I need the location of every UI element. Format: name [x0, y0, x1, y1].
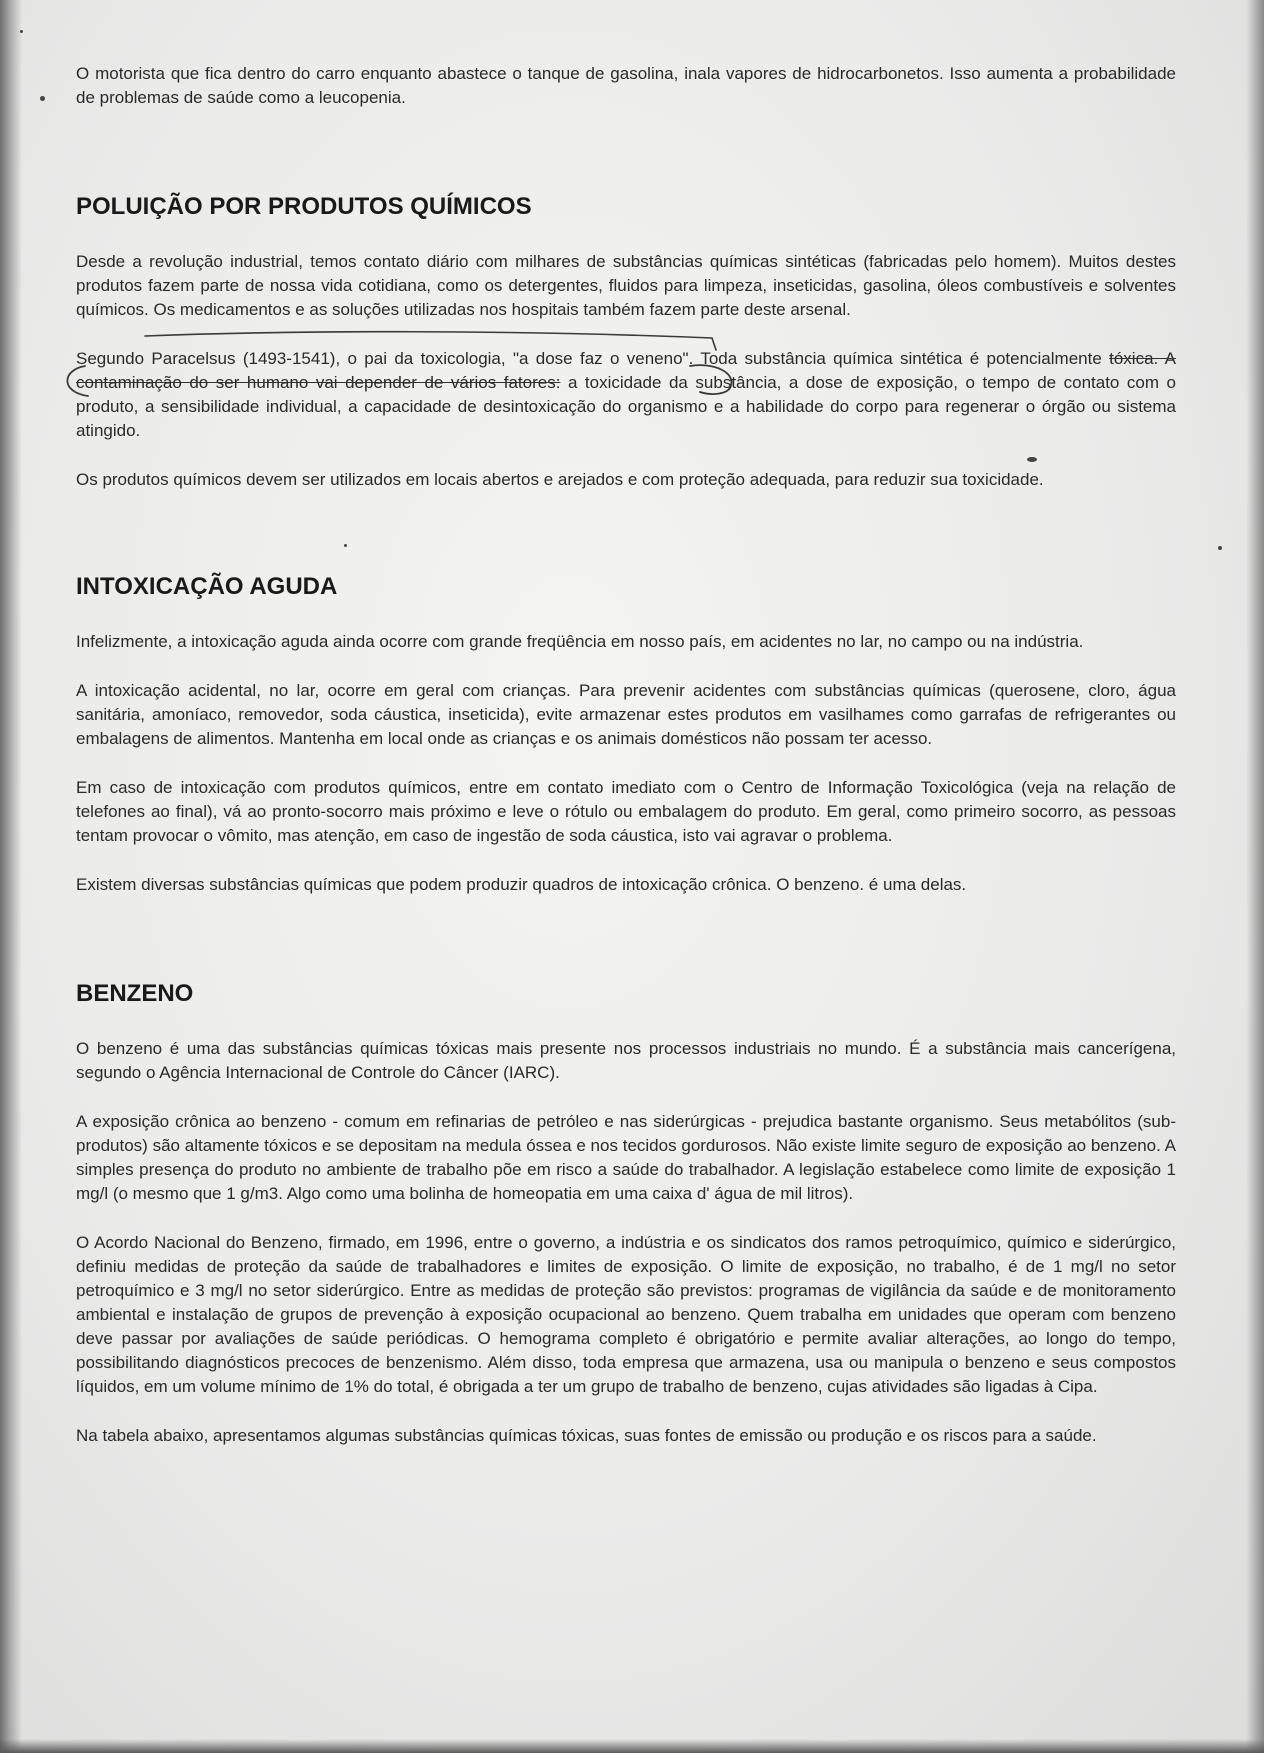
document-body: [76, 62, 1176, 1448]
poluicao-p2-end: a toxicidade da substância, a dose de exposição, o tempo de contato com o produto, a sensibilidade individual, a capacidade de desintoxicação do organismo e a habilidade do corpo para regenerar o órgão ou sistema atingido.: [76, 373, 1176, 440]
intoxicacao-paragraph-4: Existem diversas substâncias químicas que podem produzir quadros de intoxicação crônica. O benzeno. é uma delas.: [76, 875, 967, 894]
section-heading-poluicao: POLUIÇÃO POR PRODUTOS QUÍMICOS: [76, 193, 532, 220]
intoxicacao-paragraph-1: Infelizmente, a intoxicação aguda ainda ocorre com grande freqüência em nosso país, em acidentes no lar, no campo ou na indústria.: [76, 632, 1084, 651]
poluicao-p2-start: Segundo Paracelsus (1493-1541), o pai da toxicologia, "a dose faz o veneno". Toda substância química sintética é potencialmente: [76, 349, 1110, 368]
poluicao-paragraph-2: [76, 347, 1176, 443]
scan-speck: [20, 30, 23, 33]
intoxicacao-paragraph-2: A intoxicação acidental, no lar, ocorre em geral com crianças. Para prevenir acidentes com substâncias químicas (querosene, cloro, água sanitária, amoníaco, removedor, soda cáustica, inseticida), evite armazenar estes produtos em vasilhames como garrafas de refrigerantes ou embalagens de alimentos. Mantenha em local onde as crianças e os animais domésticos não possam ter acesso.: [76, 681, 1176, 748]
scan-speck: [40, 96, 45, 101]
scan-speck: [1218, 546, 1222, 550]
scan-shadow-right: [1246, 0, 1264, 1753]
benzeno-paragraph-3: O Acordo Nacional do Benzeno, firmado, em 1996, entre o governo, a indústria e os sindicatos dos ramos petroquímico, químico e siderúrgico, definiu medidas de proteção da saúde de trabalhadores e limites de exposição. O limite de exposição, no trabalho, é de 1 mg/l no setor petroquímico e 3 mg/l no setor siderúrgico. Entre as medidas de proteção são previstos: programas de vigilância da saúde e de monitoramento ambiental e instalação de grupos de prevenção à exposição ocupacional ao benzeno. Quem trabalha em unidades que operam com benzeno deve passar por avaliações de saúde periódicas. O hemograma completo é obrigatório e permite avaliar alterações, ao longo do tempo, possibilitando diagnósticos precoces de benzenismo. Além disso, toda empresa que armazena, usa ou manipula o benzeno e seus compostos líquidos, em um volume mínimo de 1% do total, é obrigada a ter um grupo de trabalho de benzeno, cujas atividades são ligadas à Cipa.: [76, 1233, 1176, 1396]
poluicao-paragraph-1: Desde a revolução industrial, temos contato diário com milhares de substâncias químicas sintéticas (fabricadas pelo homem). Muitos destes produtos fazem parte de nossa vida cotidiana, como os detergentes, fluidos para limpeza, inseticidas, gasolina, óleos combustíveis e solventes químicos. Os medicamentos e as soluções utilizadas nos hospitais também fazem parte deste arsenal.: [76, 252, 1176, 319]
benzeno-paragraph-1: O benzeno é uma das substâncias químicas tóxicas mais presente nos processos industriais no mundo. É a substância mais cancerígena, segundo o Agência Internacional de Controle do Câncer (IARC).: [76, 1039, 1176, 1082]
intro-paragraph: O motorista que fica dentro do carro enquanto abastece o tanque de gasolina, inala vapores de hidrocarbonetos. Isso aumenta a probabilidade de problemas de saúde como a leucopenia.: [76, 64, 1176, 107]
benzeno-paragraph-2: A exposição crônica ao benzeno - comum em refinarias de petróleo e nas siderúrgicas - prejudica bastante organismo. Seus metabólitos (sub-produtos) são altamente tóxicos e se depositam na medula óssea e nos tecidos gordurosos. Não existe limite seguro de exposição ao benzeno. A simples presença do produto no ambiente de trabalho põe em risco a saúde do trabalhador. A legislação estabelece como limite de exposição 1 mg/l (o mesmo que 1 g/m3. Algo como uma bolinha de homeopatia em uma caixa d' água de mil litros).: [76, 1112, 1176, 1203]
poluicao-paragraph-3: Os produtos químicos devem ser utilizados em locais abertos e arejados e com proteção adequada, para reduzir sua toxicidade.: [76, 470, 1044, 489]
intoxicacao-paragraph-3: Em caso de intoxicação com produtos químicos, entre em contato imediato com o Centro de Informação Toxicológica (veja na relação de telefones ao final), vá ao pronto-socorro mais próximo e leve o rótulo ou embalagem do produto. Em geral, como primeiro socorro, as pessoas tentam provocar o vômito, mas atenção, em caso de ingestão de soda cáustica, isto vai agravar o problema.: [76, 778, 1176, 845]
benzeno-paragraph-4: Na tabela abaixo, apresentamos algumas substâncias químicas tóxicas, suas fontes de emissão ou produção e os riscos para a saúde.: [76, 1426, 1097, 1445]
section-heading-benzeno: BENZENO: [76, 980, 194, 1007]
struck-through-text: tóxica. A contaminação do ser humano vai depender de vários fatores:: [76, 349, 1176, 392]
scan-shadow-bottom: [0, 1739, 1264, 1753]
section-heading-intoxicacao: INTOXICAÇÃO AGUDA: [76, 573, 338, 600]
scan-shadow-left: [0, 0, 22, 1753]
